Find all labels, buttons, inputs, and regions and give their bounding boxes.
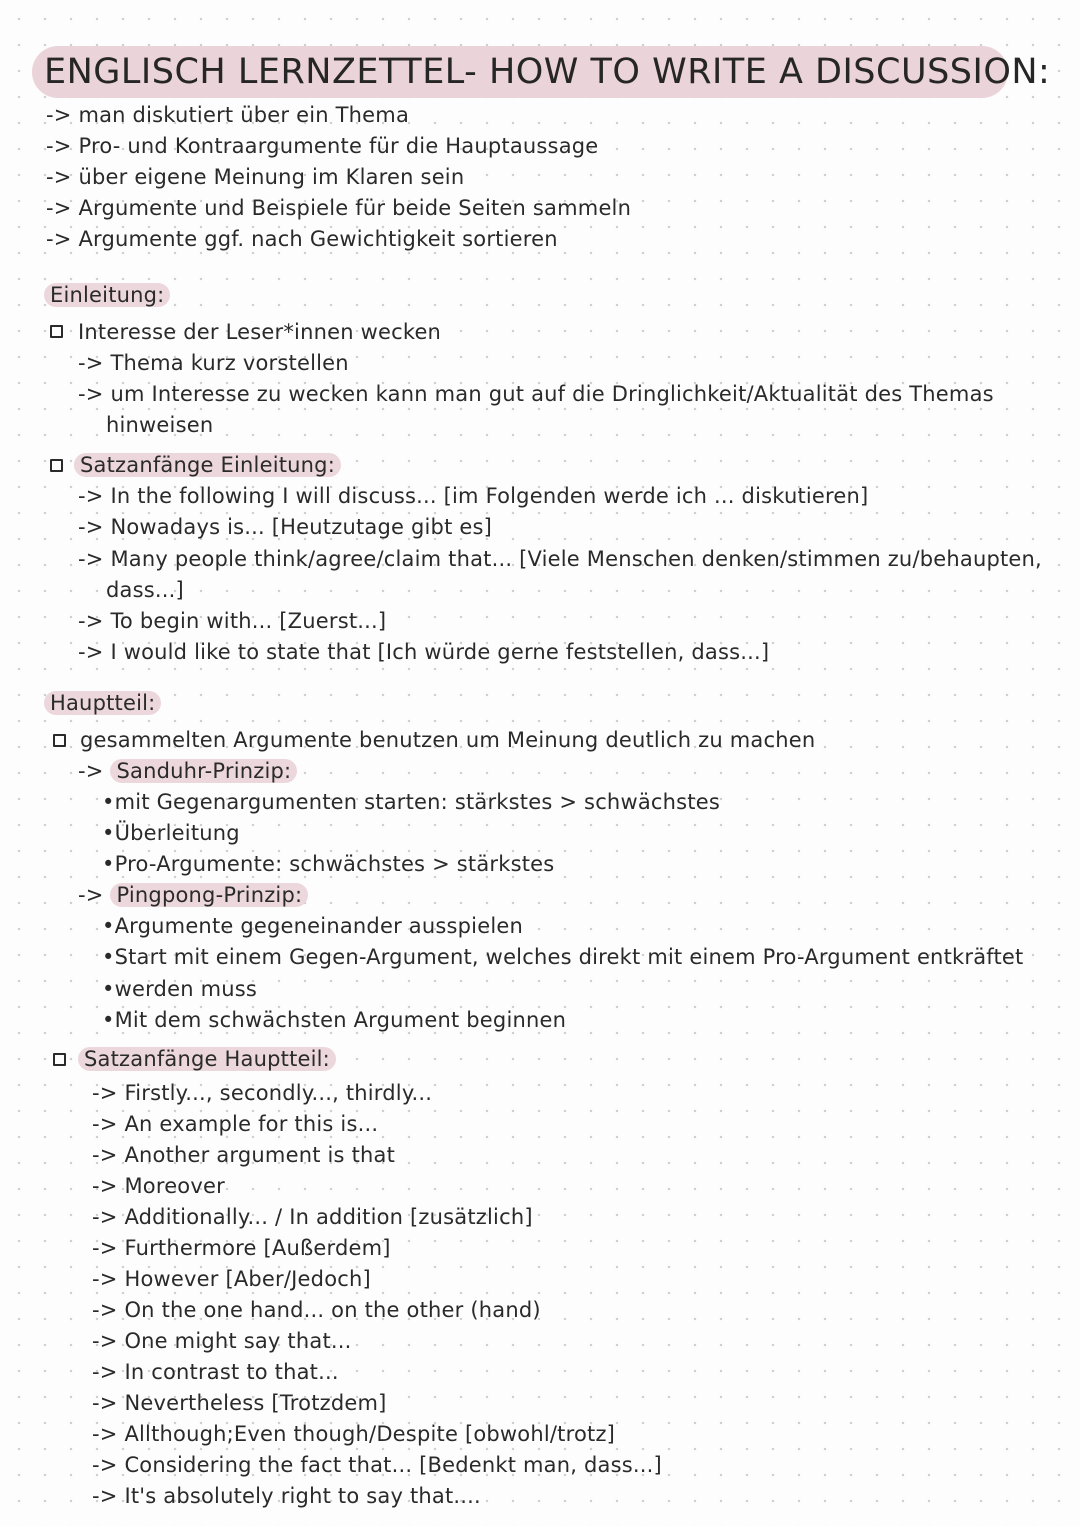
pingpong-line [78,881,308,909]
checkbox-icon [53,1053,66,1066]
einleitung-phrase: -> I would like to state that [Ich würde gerne feststellen, dass...] [78,640,770,664]
hauptteil-phrase: -> Allthough;Even though/Despite [obwohl/trotz] [92,1422,616,1446]
hauptteil-heading: Hauptteil: [44,691,161,715]
hauptteil-phrase: -> One might say that... [92,1329,352,1353]
hauptteil-phrase: -> It's absolutely right to say that.... [92,1484,481,1508]
pingpong-heading: Pingpong-Prinzip: [110,883,308,907]
hauptteil-item: gesammelten Argumente benutzen um Meinung deutlich zu machen [80,728,816,752]
hauptteil-phrase: -> However [Aber/Jedoch] [92,1267,371,1291]
page-title: ENGLISCH LERNZETTEL- HOW TO WRITE A DISCUSSION: [32,46,1008,98]
hauptteil-phrase: -> On the one hand... on the other (hand) [92,1298,541,1322]
pingpong-point: •Start mit einem Gegen-Argument, welches direkt mit einem Pro-Argument entkräftet [102,945,1024,969]
hauptteil-phrase: -> In contrast to that... [92,1360,339,1384]
hauptteil-phrase: -> Furthermore [Außerdem] [92,1236,391,1260]
pingpong-point: •Argumente gegeneinander ausspielen [102,914,523,938]
einleitung-subline: -> Thema kurz vorstellen [78,351,349,375]
sanduhr-line [78,757,297,785]
satzanfaenge-hauptteil-heading: Satzanfänge Hauptteil: [78,1047,336,1071]
section-heading-einleitung [50,281,170,309]
intro-line: -> Pro- und Kontraargumente für die Hauptaussage [46,134,599,158]
pingpong-point: •Mit dem schwächsten Argument beginnen [102,1008,567,1032]
einleitung-phrase: -> To begin with... [Zuerst...] [78,609,387,633]
sanduhr-point: •mit Gegenargumenten starten: stärkstes > schwächstes [102,790,720,814]
sanduhr-point: •Pro-Argumente: schwächstes > stärkstes [102,852,555,876]
hauptteil-phrase: -> Nevertheless [Trotzdem] [92,1391,387,1415]
section-heading-hauptteil [50,689,161,717]
hauptteil-phrase: -> An example for this is... [92,1112,379,1136]
einleitung-phrase: dass...] [106,578,184,602]
hauptteil-phrase: -> Moreover [92,1174,225,1198]
checkbox-icon [53,734,66,747]
einleitung-heading: Einleitung: [44,283,170,307]
intro-line: -> Argumente und Beispiele für beide Seiten sammeln [46,196,632,220]
sanduhr-heading: Sanduhr-Prinzip: [110,759,297,783]
einleitung-phrase: -> Many people think/agree/claim that... [Viele Menschen denken/stimmen zu/behaupten, [78,547,1042,571]
intro-line: -> über eigene Meinung im Klaren sein [46,165,465,189]
arrow-label: -> [78,759,104,783]
intro-line: -> Argumente ggf. nach Gewichtigkeit sortieren [46,227,558,251]
sanduhr-point: •Überleitung [102,821,240,845]
einleitung-subline: -> um Interesse zu wecken kann man gut auf die Dringlichkeit/Aktualität des Themas [78,382,994,406]
einleitung-phrase: -> Nowadays is... [Heutzutage gibt es] [78,515,493,539]
hauptteil-phrase: -> Considering the fact that... [Bedenkt man, dass...] [92,1453,662,1477]
checkbox-icon [50,459,63,472]
einleitung-satzanfaenge [80,451,341,479]
hauptteil-satzanfaenge [84,1045,336,1073]
hauptteil-phrase: -> Additionally... / In addition [zusätzlich] [92,1205,533,1229]
einleitung-phrase: -> In the following I will discuss... [im Folgenden werde ich ... diskutieren] [78,484,869,508]
satzanfaenge-einleitung-heading: Satzanfänge Einleitung: [74,453,341,477]
checkbox-icon [50,325,63,338]
intro-line: -> man diskutiert über ein Thema [46,103,410,127]
einleitung-item: Interesse der Leser*innen wecken [78,320,442,344]
hauptteil-phrase: -> Firstly..., secondly..., thirdly... [92,1081,433,1105]
arrow-label: -> [78,883,104,907]
hauptteil-phrase: -> Another argument is that [92,1143,396,1167]
einleitung-subline: hinweisen [106,413,214,437]
pingpong-point: •werden muss [102,977,258,1001]
